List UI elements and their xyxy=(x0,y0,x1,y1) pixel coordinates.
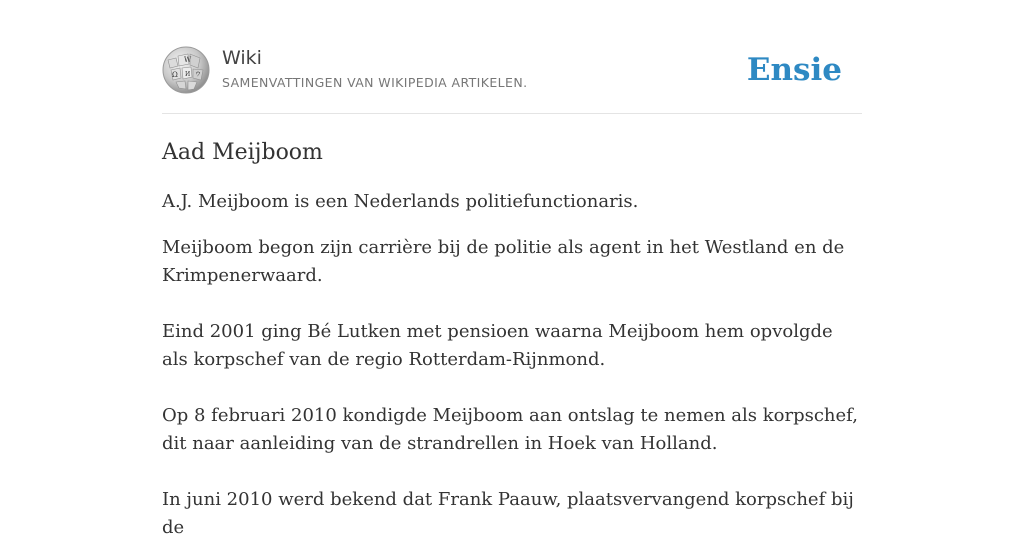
ensie-brand-link[interactable]: Ensie xyxy=(746,52,842,88)
article-paragraph: Eind 2001 ging Bé Lutken met pensioen waarna Meijboom hem opvolgde als korpschef van de regio Rotterdam-Rijnmond. xyxy=(162,321,833,370)
site-header xyxy=(162,46,862,96)
article-paragraph: In juni 2010 werd bekend dat Frank Paauw, plaatsvervangend korpschef bij de xyxy=(162,489,854,538)
svg-text:ウ: ウ xyxy=(195,71,202,78)
svg-text:Ω: Ω xyxy=(172,71,178,79)
article-title: Aad Meijboom xyxy=(162,140,323,165)
article-intro: A.J. Meijboom is een Nederlands politiefunctionaris. xyxy=(162,191,639,212)
article-paragraph: Meijboom begon zijn carrière bij de politie als agent in het Westland en de Krimpenerwaard. xyxy=(162,237,845,286)
wikipedia-globe-icon[interactable] xyxy=(162,46,210,94)
svg-text:W: W xyxy=(184,56,192,64)
article xyxy=(162,138,862,542)
site-tagline: SAMENVATTINGEN VAN WIKIPEDIA ARTIKELEN. xyxy=(222,75,528,90)
article-paragraph: Op 8 februari 2010 kondigde Meijboom aan ontslag te nemen als korpschef, dit naar aanleiding van de strandrellen in Hoek van Holland. xyxy=(162,405,858,454)
header-divider xyxy=(162,113,862,114)
site-title[interactable]: Wiki xyxy=(222,47,262,69)
svg-text:И: И xyxy=(185,71,191,78)
